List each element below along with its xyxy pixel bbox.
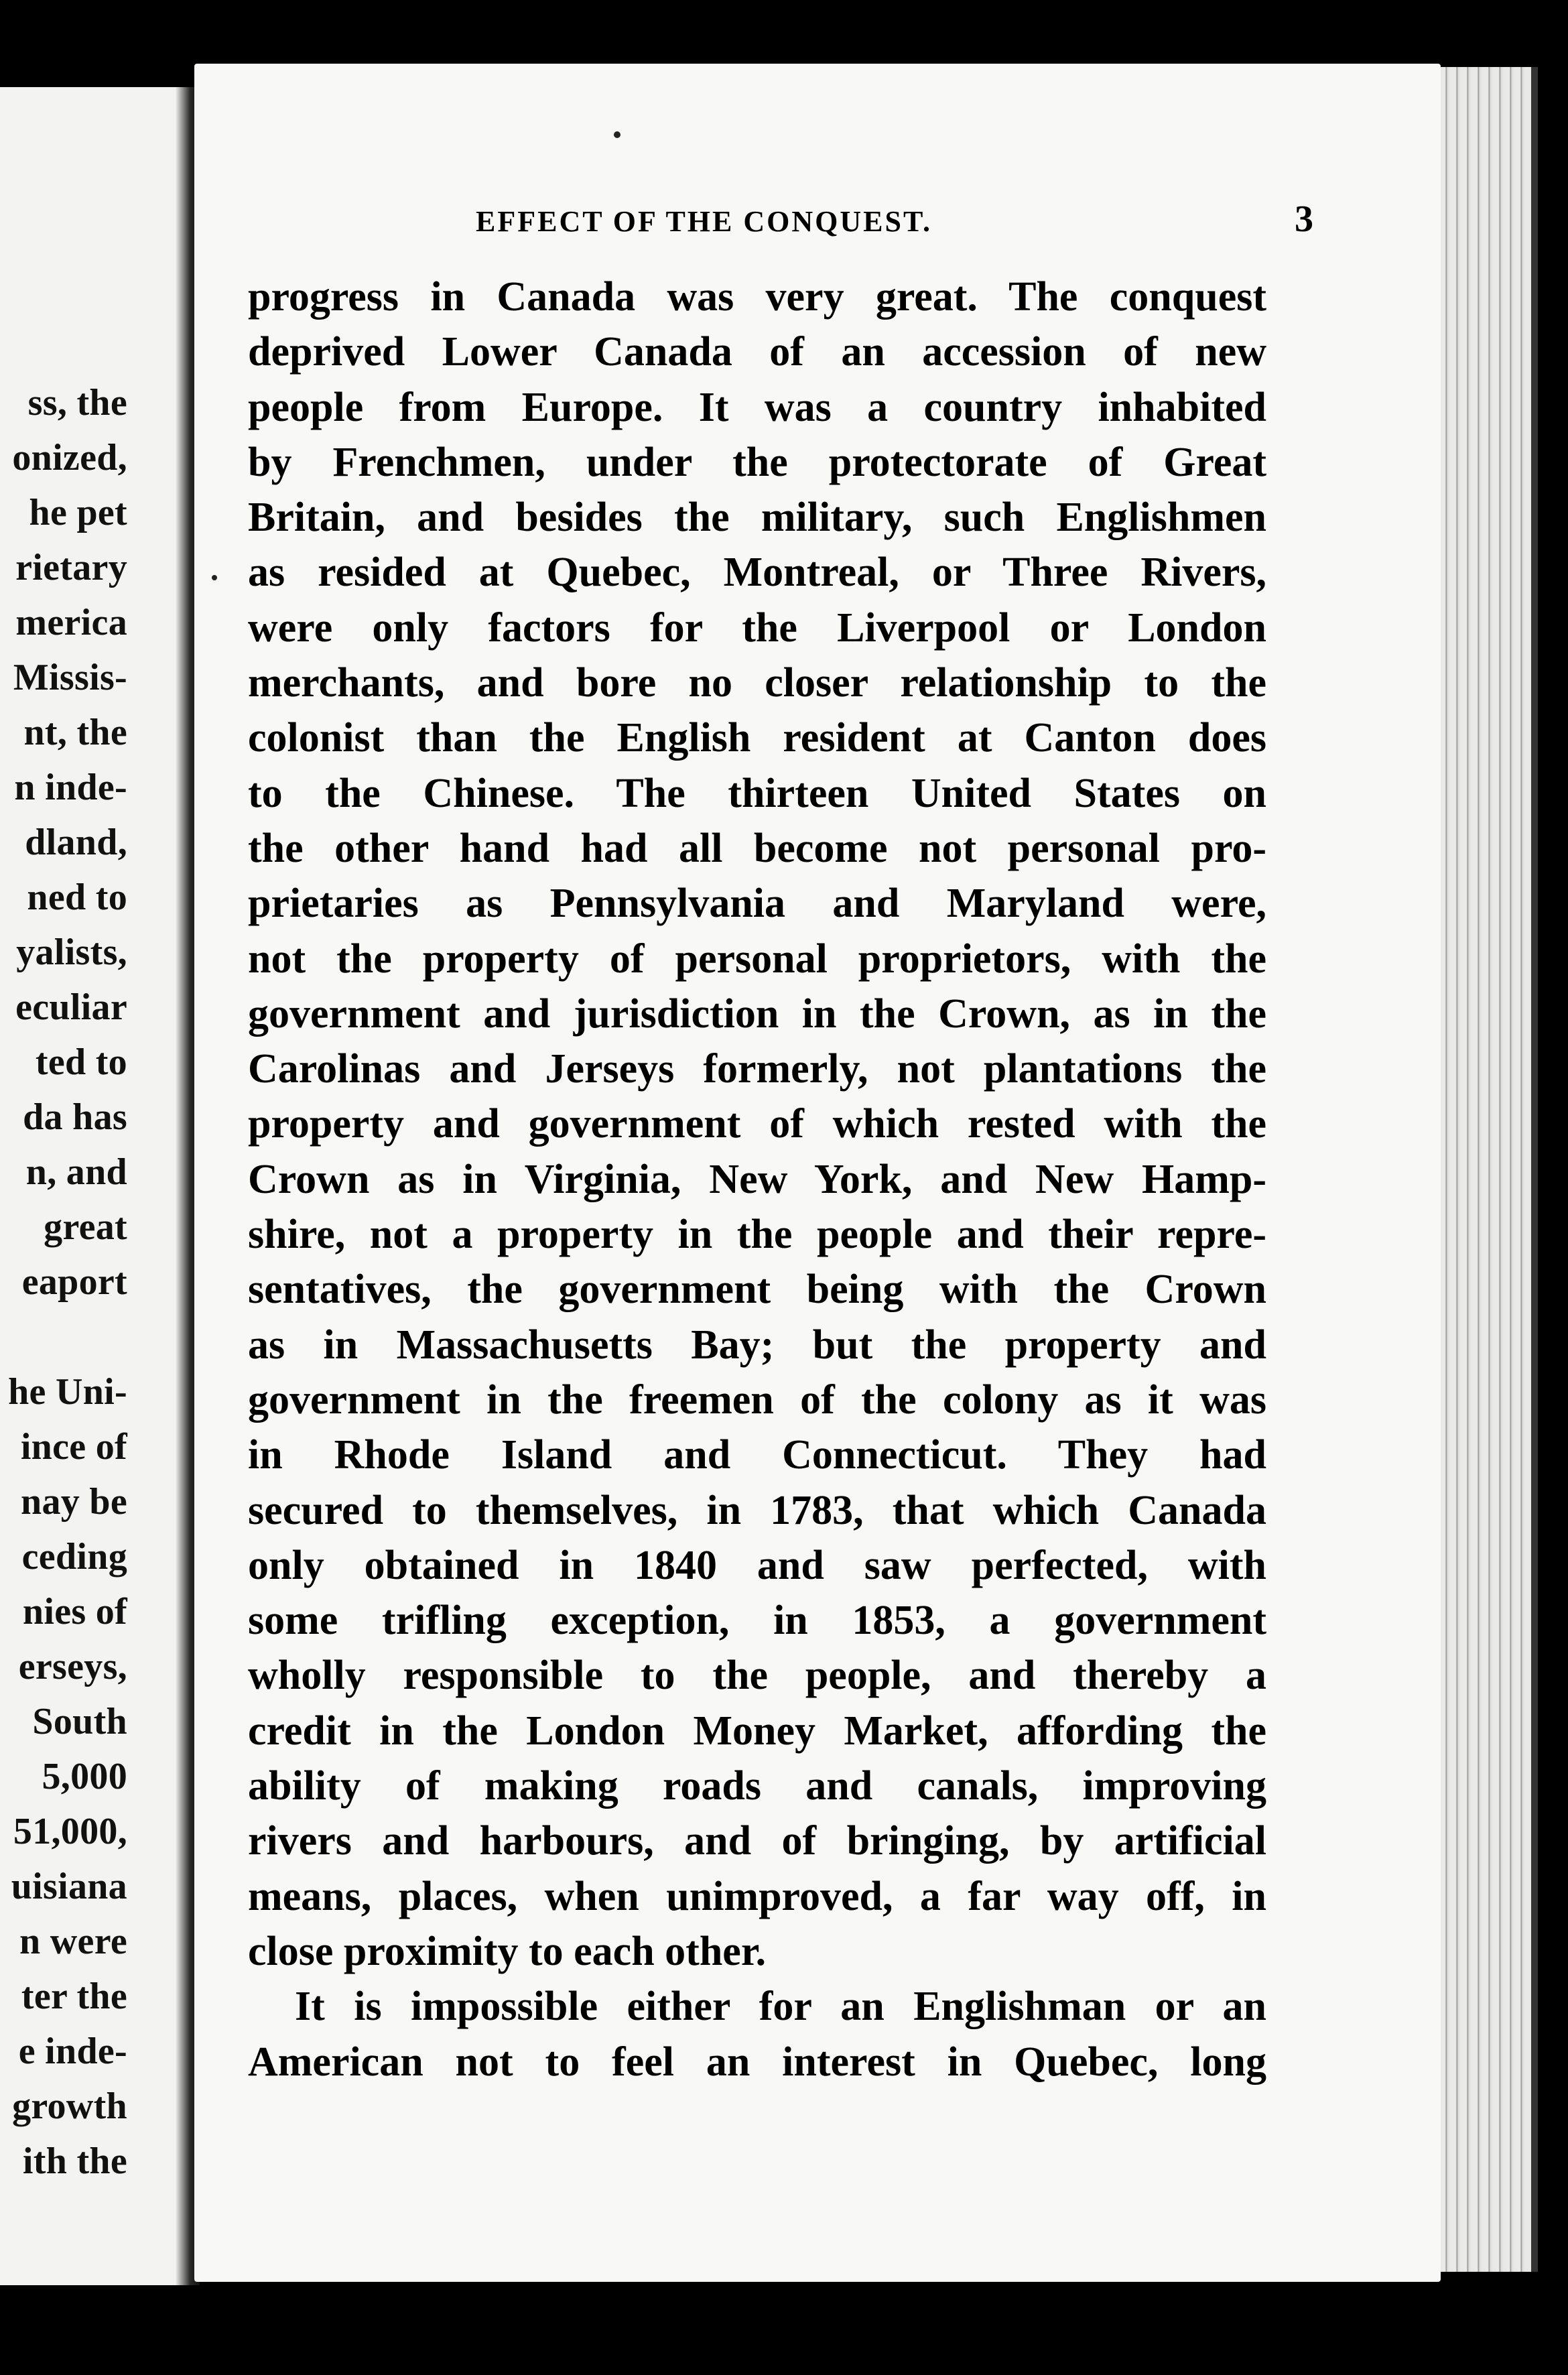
text-line: wholly responsible to the people, and thereby a [248, 1653, 1266, 1699]
body-text [248, 269, 1266, 2090]
text-line: people from Europe. It was a country inhabited [248, 384, 1266, 430]
left-line: rietary [15, 547, 127, 588]
left-line: ceding [21, 1536, 127, 1578]
text-line: close proximity to each other. [248, 1928, 767, 1974]
text-line: in Rhode Island and Connecticut. They had [248, 1432, 1266, 1478]
left-page [0, 87, 198, 2285]
left-line: dland, [25, 822, 127, 863]
left-line: 51,000, [13, 1811, 127, 1852]
text-line: American not to feel an interest in Quebec, long [248, 2039, 1266, 2085]
text-line: prietaries as Pennsylvania and Maryland were, [248, 881, 1266, 927]
left-line: eculiar [15, 986, 127, 1028]
text-line: It is impossible either for an Englishman or an [295, 1984, 1266, 2030]
text-line: shire, not a property in the people and their repre- [248, 1212, 1266, 1258]
left-line: great [44, 1206, 127, 1248]
text-line: as resided at Quebec, Montreal, or Three Rivers, [248, 550, 1266, 596]
left-line: n were [19, 1921, 127, 1962]
left-page-text [0, 375, 127, 2189]
text-line: not the property of personal proprietors, with the [248, 936, 1266, 982]
left-line: da has [23, 1096, 127, 1138]
ink-speck [212, 575, 217, 580]
text-line: as in Massachusetts Bay; but the property and [248, 1322, 1266, 1368]
left-line: South [32, 1701, 127, 1742]
left-line: Missis- [13, 657, 127, 698]
left-line: 5,000 [42, 1756, 127, 1797]
text-line: rivers and harbours, and of bringing, by artificial [248, 1818, 1266, 1864]
left-line: he pet [29, 492, 127, 533]
left-line: n, and [25, 1151, 127, 1193]
left-line: nies of [22, 1591, 127, 1632]
text-line: means, places, when unimproved, a far way off, in [248, 1873, 1266, 1919]
left-line: e inde- [18, 2031, 127, 2072]
left-line: onized, [12, 437, 127, 478]
page-number: 3 [1295, 198, 1313, 240]
left-line: ted to [35, 1041, 127, 1083]
left-line: ned to [27, 877, 127, 918]
text-line: the other hand had all become not personal pro- [248, 825, 1266, 871]
left-line: ith the [22, 2140, 127, 2182]
left-line: he Uni- [8, 1371, 127, 1413]
text-line: progress in Canada was very great. The conquest [248, 274, 1266, 320]
left-line [0, 1309, 127, 1364]
left-line: merica [15, 602, 127, 643]
text-line: Crown as in Virginia, New York, and New Hamp- [248, 1156, 1266, 1202]
text-line: government in the freemen of the colony as it was [248, 1376, 1266, 1423]
text-line: secured to themselves, in 1783, that which Canada [248, 1487, 1266, 1533]
left-line: nt, the [23, 712, 127, 753]
text-line: credit in the London Money Market, affording the [248, 1708, 1266, 1754]
text-line: property and government of which rested with the [248, 1101, 1266, 1147]
text-line: merchants, and bore no closer relationship to the [248, 660, 1266, 706]
text-line: only obtained in 1840 and saw perfected, with [248, 1542, 1266, 1588]
left-line: nay be [21, 1481, 127, 1523]
text-line: Britain, and besides the military, such Englishmen [248, 495, 1266, 541]
left-line: ter the [21, 1976, 127, 2017]
text-line: Carolinas and Jerseys formerly, not plantations the [248, 1046, 1266, 1092]
left-line: yalists, [16, 932, 127, 973]
ink-speck [614, 131, 620, 138]
text-line: sentatives, the government being with the Crown [248, 1267, 1266, 1313]
left-line: eaport [21, 1261, 127, 1303]
running-head-title: EFFECT OF THE CONQUEST. [476, 205, 933, 238]
text-line: some trifling exception, in 1853, a government [248, 1598, 1266, 1644]
left-line: uisiana [11, 1866, 127, 1907]
text-line: by Frenchmen, under the protectorate of Great [248, 439, 1266, 485]
text-line: ability of making roads and canals, improving [248, 1763, 1266, 1809]
text-line: to the Chinese. The thirteen United States on [248, 770, 1266, 816]
text-line: were only factors for the Liverpool or London [248, 604, 1266, 651]
text-line: government and jurisdiction in the Crown, as in the [248, 990, 1266, 1037]
left-line: ss, the [27, 382, 127, 424]
text-line: deprived Lower Canada of an accession of new [248, 329, 1266, 375]
left-line: ince of [20, 1426, 127, 1468]
left-line: erseys, [18, 1646, 127, 1687]
left-line: n inde- [14, 767, 127, 808]
running-head [281, 198, 1313, 241]
text-line: colonist than the English resident at Canton does [248, 715, 1266, 761]
left-line: growth [12, 2085, 127, 2127]
